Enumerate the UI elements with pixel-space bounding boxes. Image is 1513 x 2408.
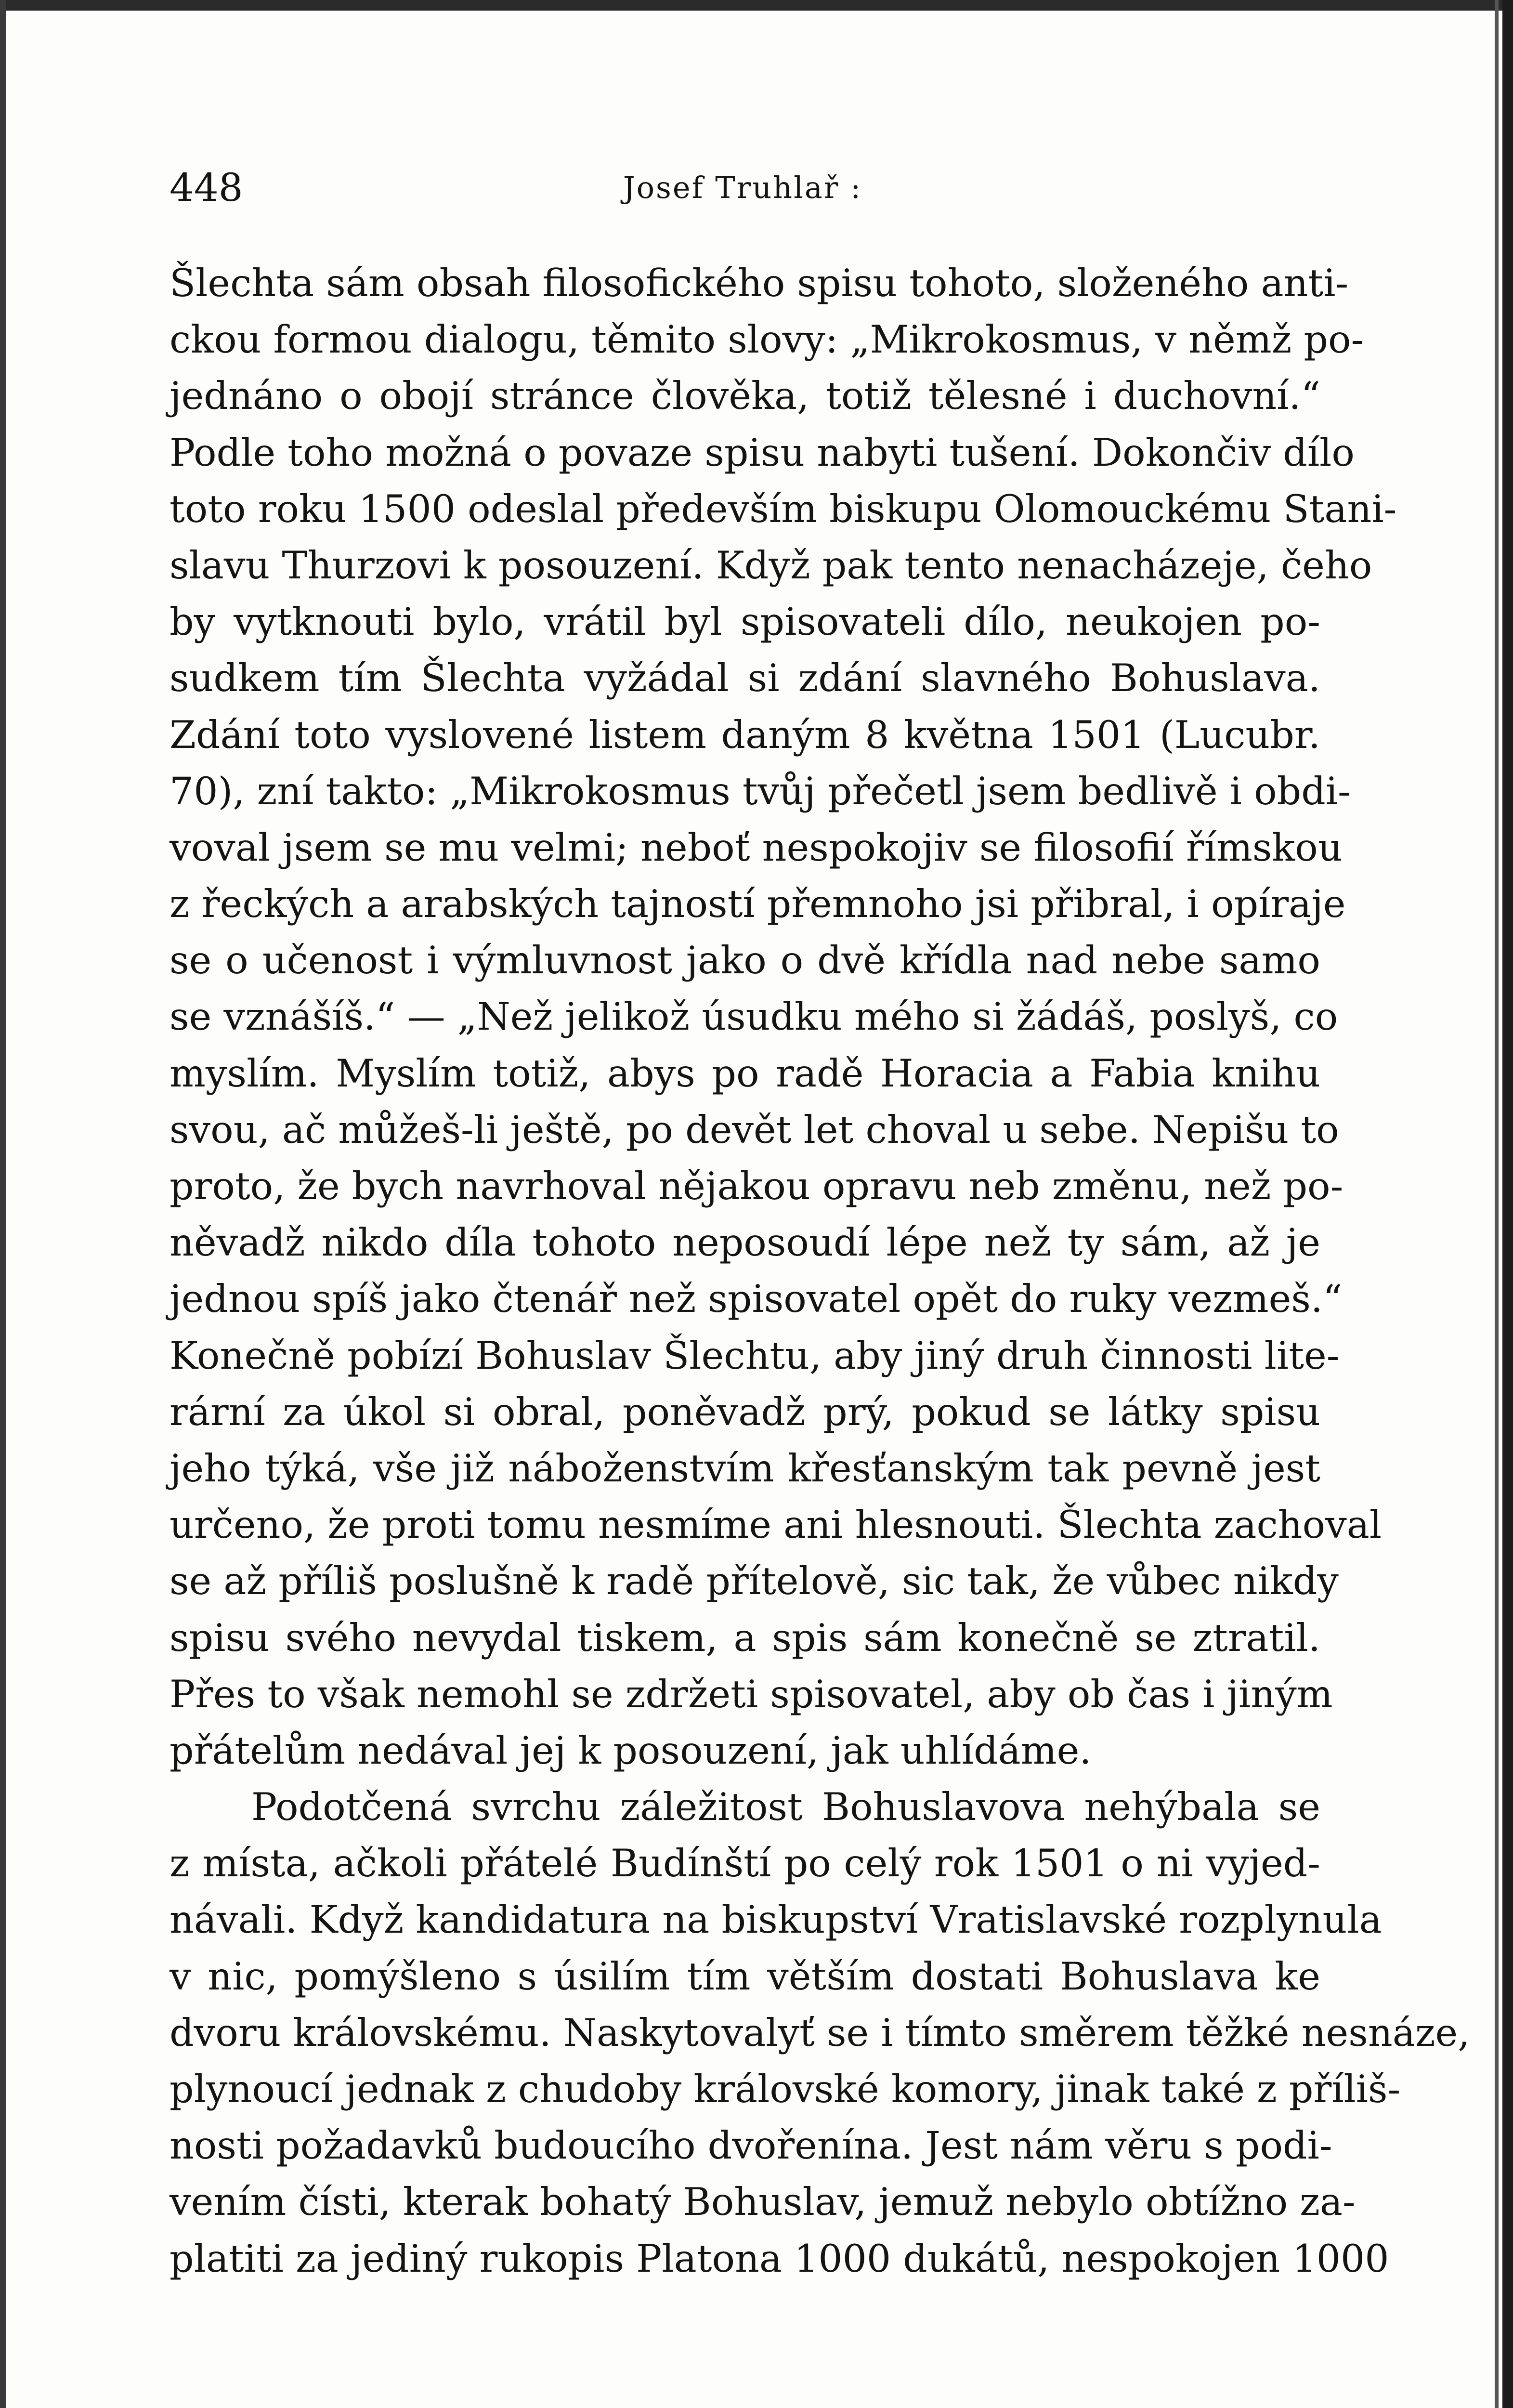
text-line: slavu Thurzovi k posouzení. Když pak tento nenacházeje, čeho [170,543,1372,588]
text-line: dvoru královskému. Naskytovalyť se i tímto směrem těžké nesnáze, [170,2010,1470,2055]
scan-edge-right [1502,0,1513,2408]
text-line: se o učenost i výmluvnost jako o dvě křídla nad nebe samo [170,938,1320,983]
body-text [170,255,1470,2287]
scan-edge-right-inner [1495,0,1499,2408]
text-line: proto, že bych navrhoval nějakou opravu neb změnu, než po- [170,1164,1343,1208]
text-line: Přes to však nemohl se zdržeti spisovatel, aby ob čas i jiným [170,1672,1333,1716]
text-line-paragraph-start: Podotčená svrchu záležitost Bohuslavova nehýbala se [251,1785,1320,1830]
scan-edge-left [0,0,6,2408]
text-line: vením čísti, kterak bohatý Bohuslav, jemuž nebylo obtížno za- [170,2180,1356,2225]
text-line: jednáno o obojí stránce člověka, totiž tělesné i duchovní.“ [170,374,1320,419]
text-line: jednou spíš jako čtenář než spisovatel opět do ruky vezmeš.“ [170,1277,1343,1322]
text-line: Šlechta sám obsah filosofického spisu tohoto, složeného anti- [170,261,1349,305]
text-line: spisu svého nevydal tiskem, a spis sám konečně se ztratil. [170,1615,1320,1660]
text-line: Konečně pobízí Bohuslav Šlechtu, aby jiný druh činnosti lite- [170,1333,1340,1378]
scan-edge-top [0,0,1513,11]
text-line: Podle toho možná o povaze spisu nabyti tušení. Dokončiv dílo [170,430,1355,475]
text-line: rární za úkol si obral, poněvadž prý, pokud se látky spisu [170,1389,1320,1434]
text-line: z místa, ačkoli přátelé Budínští po celý rok 1501 o ni vyjed- [170,1841,1320,1886]
text-line: voval jsem se mu velmi; neboť nespokojiv se filosofií římskou [170,825,1343,870]
text-line: nosti požadavků budoucího dvořenína. Jest nám věru s podi- [170,2123,1332,2168]
text-line: se až příliš poslušně k radě přítelově, sic tak, že vůbec nikdy [170,1559,1339,1604]
running-head: Josef Truhlař : [623,170,862,205]
page-header [170,159,1316,217]
text-line: toto roku 1500 odeslal především biskupu Olomouckému Stani- [170,486,1397,531]
text-line: 70), zní takto: „Mikrokosmus tvůj přečetl jsem bedlivě i obdi- [170,769,1351,813]
page-number: 448 [170,165,243,210]
text-line: ckou formou dialogu, těmito slovy: „Mikrokosmus, v němž po- [170,317,1364,362]
text-line: sudkem tím Šlechta vyžádal si zdání slavného Bohuslava. [170,656,1320,701]
text-line: návali. Když kandidatura na biskupství Vratislavské rozplynula [170,1898,1382,1942]
text-line: plynoucí jednak z chudoby královské komory, jinak také z příliš- [170,2067,1401,2111]
text-line: něvadž nikdo díla tohoto neposoudí lépe než ty sám, až je [170,1220,1320,1265]
text-line: platiti za jediný rukopis Platona 1000 dukátů, nespokojen 1000 [170,2236,1389,2281]
text-line: se vznášíš.“ — „Než jelikož úsudku mého si žádáš, poslyš, co [170,995,1338,1039]
text-line: určeno, že proti tomu nesmíme ani hlesnouti. Šlechta zachoval [170,1503,1382,1547]
text-line: jeho týká, vše již náboženstvím křesťanským tak pevně jest [170,1446,1320,1491]
text-line: Zdání toto vyslovené listem daným 8 května 1501 (Lucubr. [170,712,1320,757]
text-line: z řeckých a arabských tajností přemnoho jsi přibral, i opíraje [170,882,1346,927]
text-line: v nic, pomýšleno s úsilím tím větším dostati Bohuslava ke [170,1954,1320,1999]
text-line-paragraph-end: přátelům nedával jej k posouzení, jak uhlídáme. [170,1728,1092,1773]
text-line: svou, ač můžeš-li ještě, po devět let choval u sebe. Nepišu to [170,1107,1339,1152]
text-line: by vytknouti bylo, vrátil byl spisovateli dílo, neukojen po- [170,600,1320,644]
text-line: myslím. Myslím totiž, abys po radě Horacia a Fabia knihu [170,1051,1320,1096]
